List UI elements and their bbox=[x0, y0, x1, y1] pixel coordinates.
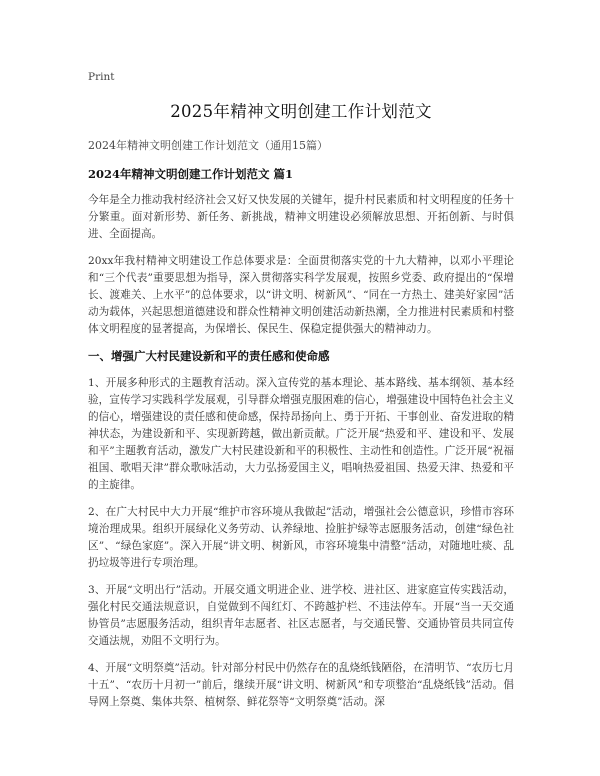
list-item-civilized-memorial: 4、开展“文明祭奠”活动。针对部分村民中仍然存在的乱烧纸钱陋俗，在清明节、“农历七月十五”、“农历十月初一”前后，继续开展“讲文明、树新风”和专项整治“乱烧纸钱”活动。倡导网上祭奠、集体共祭、植树祭、鲜花祭等“文明祭奠”活动。深 bbox=[88, 662, 514, 708]
section-heading-part-1: 一、增强广大村民建设新和平的责任感和使命感 bbox=[88, 349, 330, 363]
document-title: 2025年精神文明创建工作计划范文 bbox=[170, 102, 432, 121]
list-item-theme-education: 1、开展多种形式的主题教育活动。深入宣传党的基本理论、基本路线、基本纲领、基本经验，宣传学习实践科学发展观，引导群众增强克服困难的信心，增强建设中国特色社会主义的信心，增强建设的责任感和使命感，保持昂扬向上、勇于开拓、干事创业、奋发进取的精神状态，为建设新和平、实现新跨越，做出新贡献。广泛开展“热爱和平、建设和平、发展和平”主题教育活动，激发广大村民建设新和平的积极性、主动性和创造性。广泛开展“祝福祖国、歌唱天津”群众歌咏活动，大力弘扬爱国主义，唱响热爱祖国、热爱天津、热爱和平的主旋律。 bbox=[88, 377, 514, 491]
list-item-city-environment: 2、在广大村民中大力开展“维护市容环境从我做起”活动，增强社会公德意识，珍惜市容环境治理成果。组织开展绿化义务劳动、认养绿地、捡脏护绿等志愿服务活动，创建“绿色社区”、“绿色家庭”。深入开展“讲文明、树新风，市容环境集中清整”活动，对随地吐痰、乱扔垃圾等进行专项治理。 bbox=[88, 506, 514, 569]
document-subtitle: 2024年精神文明创建工作计划范文（通用15篇） bbox=[88, 139, 328, 152]
section-heading-article-1: 2024年精神文明创建工作计划范文 篇1 bbox=[88, 167, 294, 181]
list-item-civilized-travel: 3、开展“文明出行”活动。开展交通文明进企业、进学校、进社区、进家庭宣传实践活动，强化村民交通法规意识，自觉做到不闯红灯、不跨越护栏、不违法停车。开展“当一天交通协管员”志愿服务活动，组织青年志愿者、社区志愿者，与交通民警、交通协管员共同宣传交通法规，劝阻不文明行为。 bbox=[88, 584, 514, 647]
print-label[interactable]: Print bbox=[88, 71, 115, 83]
paragraph-intro: 今年是全力推动我村经济社会又好又快发展的关键年，提升村民素质和村文明程度的任务十分繁重。面对新形势、新任务、新挑战，精神文明建设必须解放思想、开拓创新、与时俱进、全面提高。 bbox=[88, 194, 514, 240]
paragraph-overall-requirements: 20xx年我村精神文明建设工作总体要求是：全面贯彻落实党的十九大精神，以邓小平理论和“三个代表”重要思想为指导，深入贯彻落实科学发展观，按照乡党委、政府提出的“保增长、渡难关、上水平”的总体要求，以“讲文明、树新风”、“同在一方热土、建美好家园”活动为载体，兴起思想道德建设和群众性精神文明创建活动新热潮，全力推进村民素质和村整体文明程度的显著提高，为保增长、保民生、保稳定提供强大的精神动力。 bbox=[88, 255, 514, 335]
